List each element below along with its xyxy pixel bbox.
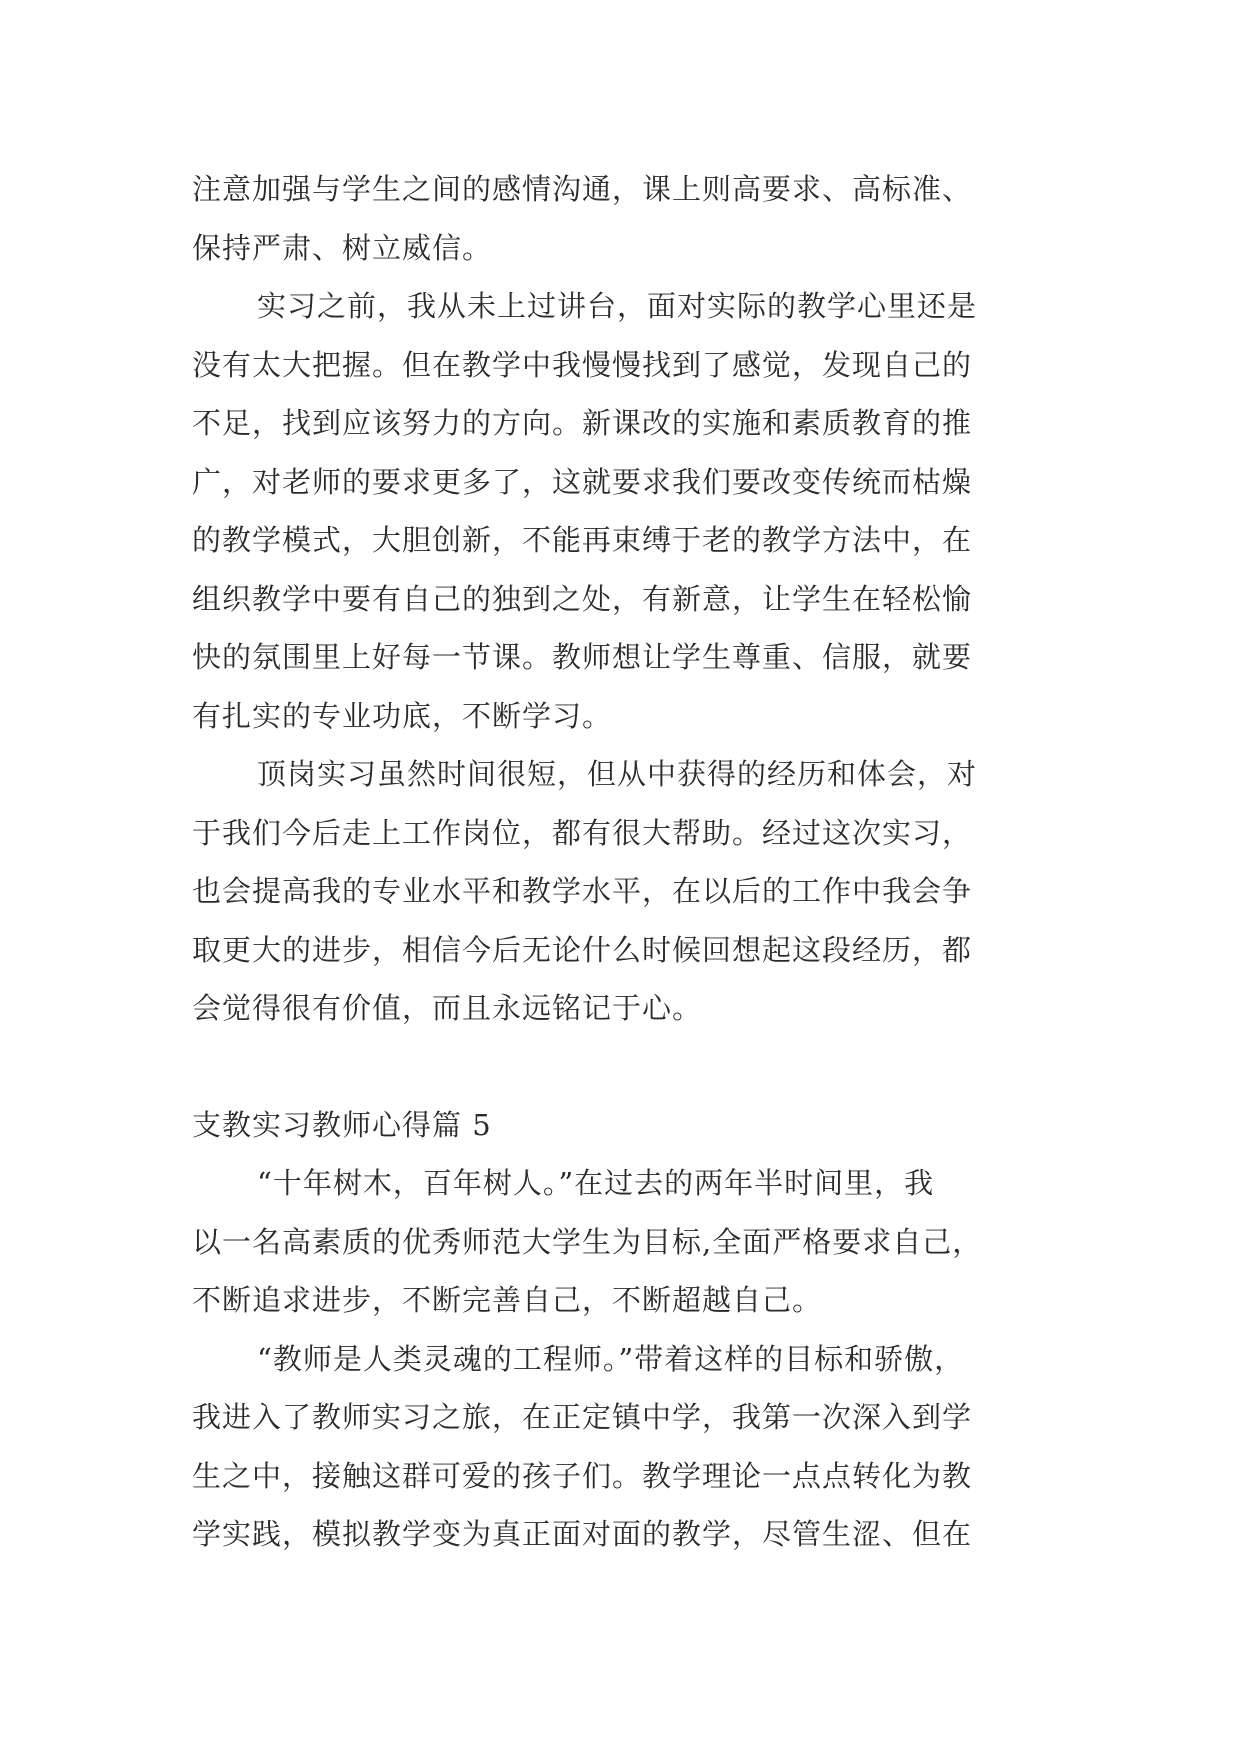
text-line: 于我们今后走上工作岗位，都有很大帮助。经过这次实习， bbox=[192, 815, 973, 850]
text-line: “十年树木，百年树人。”在过去的两年半时间里，我 bbox=[257, 1166, 935, 1200]
text-line: 注意加强与学生之间的感情沟通，课上则高要求、高标准、 bbox=[192, 172, 973, 206]
paragraph bbox=[192, 277, 1062, 745]
text-line: 快的氛围里上好每一节课。教师想让学生尊重、信服，就要 bbox=[192, 640, 973, 674]
text-line: 我进入了教师实习之旅，在正定镇中学，我第一次深入到学 bbox=[192, 1400, 973, 1434]
section-spacer bbox=[192, 1038, 1062, 1096]
text-line: 组织教学中要有自己的独到之处，有新意，让学生在轻松愉 bbox=[192, 581, 973, 616]
text-line: 实习之前，我从未上过讲台，面对实际的教学心里还是 bbox=[257, 289, 978, 323]
text-line: 学实践，模拟教学变为真正面对面的教学，尽管生涩、但在 bbox=[192, 1517, 973, 1551]
paragraph bbox=[192, 1154, 1062, 1330]
text-line: “教师是人类灵魂的工程师。”带着这样的目标和骄傲， bbox=[257, 1341, 965, 1376]
paragraph bbox=[192, 745, 1062, 1038]
text-line: 没有太大把握。但在教学中我慢慢找到了感觉，发现自己的 bbox=[192, 347, 973, 382]
text-line: 不断追求进步，不断完善自己，不断超越自己。 bbox=[192, 1283, 823, 1317]
text-line: 保持严肃、树立威信。 bbox=[192, 230, 493, 265]
paragraph bbox=[192, 1330, 1062, 1564]
text-line: 顶岗实习虽然时间很短，但从中获得的经历和体会，对 bbox=[257, 757, 978, 791]
text-line: 广，对老师的要求更多了，这就要求我们要改变传统而枯燥 bbox=[192, 464, 973, 499]
text-line: 也会提高我的专业水平和教学水平，在以后的工作中我会争 bbox=[192, 874, 973, 908]
paragraph bbox=[192, 160, 1062, 277]
text-line: 的教学模式，大胆创新，不能再束缚于老的教学方法中，在 bbox=[192, 523, 973, 557]
text-line: 不足，找到应该努力的方向。新课改的实施和素质教育的推 bbox=[192, 406, 973, 440]
document-body bbox=[192, 160, 1062, 1564]
text-line: 以一名高素质的优秀师范大学生为目标,全面严格要求自己， bbox=[192, 1224, 983, 1259]
text-line: 有扎实的专业功底，不断学习。 bbox=[192, 698, 613, 733]
text-line: 会觉得很有价值，而且永远铭记于心。 bbox=[192, 991, 703, 1025]
text-line: 生之中，接触这群可爱的孩子们。教学理论一点点转化为教 bbox=[192, 1458, 973, 1493]
text-line: 取更大的进步，相信今后无论什么时候回想起这段经历，都 bbox=[192, 932, 973, 967]
section-heading: 支教实习教师心得篇 5 bbox=[192, 1107, 492, 1142]
